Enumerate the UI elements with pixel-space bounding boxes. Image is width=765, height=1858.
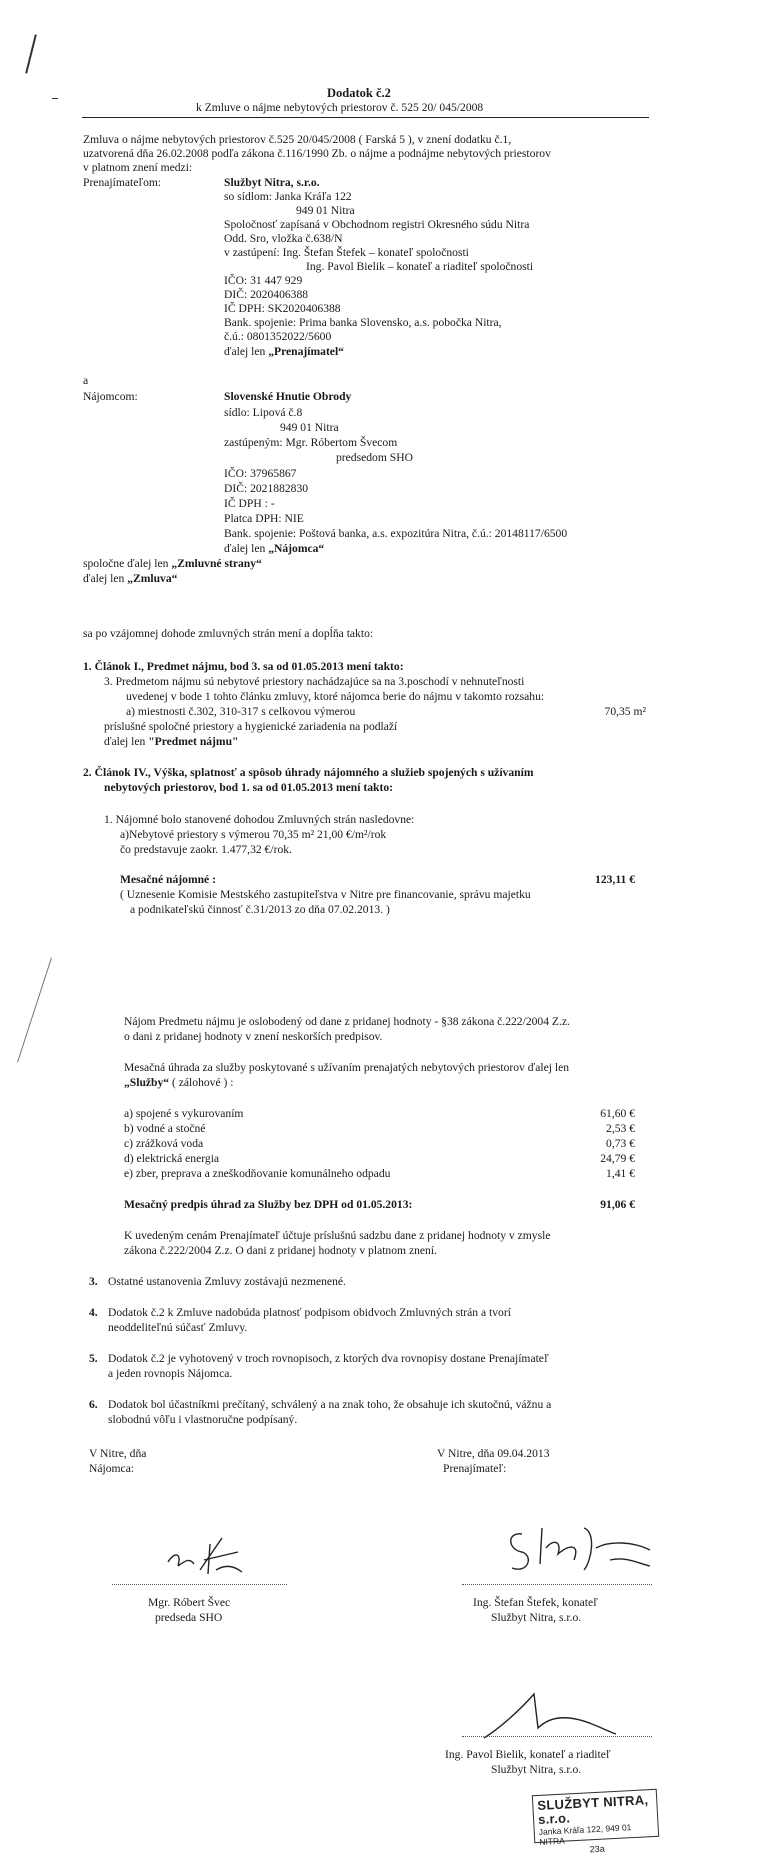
landlord-line: 949 01 Nitra [296,204,355,217]
services-vat-note: K uvedeným cenám Prenajímateľ účtuje príslušnú sadzbu dane z pridanej hodnoty v zmysle [124,1229,551,1242]
landlord-line: Spoločnosť zapísaná v Obchodnom registri Okresného súdu Nitra [224,218,530,231]
landlord-label: Prenajímateľom: [83,176,162,189]
landlord1-signatory-name: Ing. Štefan Štefek, konateľ [473,1596,598,1609]
tenant-alias [224,542,324,556]
tenant-name: Slovenské Hnutie Obrody [224,390,352,403]
article1-alias-value: "Predmet nájmu" [148,735,239,748]
tenant-signatory-name: Mgr. Róbert Švec [148,1596,231,1609]
margin-pen-mark [25,34,37,73]
landlord2-sign-line [462,1736,652,1737]
clause-text: Dodatok č.2 k Zmluve nadobúda platnosť podpisom obidvoch Zmluvných strán a tvorí [108,1306,511,1319]
tenant-line: sídlo: Lipová č.8 [224,406,303,419]
tenant-sign-place: V Nitre, dňa [89,1447,147,1460]
article1-line: 3. Predmetom nájmu sú nebytové priestory nachádzajúce sa na 3.poschodí v nehnuteľnosti [104,675,525,688]
monthly-rent-label: Mesačné nájomné : [120,873,216,886]
article1-area: 70,35 m² [604,705,646,718]
landlord2-signatory-name: Ing. Pavol Bielik, konateľ a riaditeľ [445,1748,611,1761]
clause-text: Dodatok č.2 je vyhotovený v troch rovnopisoch, z ktorých dva rovnopisy dostane Prenajímateľ [108,1352,549,1365]
tenant-label: Nájomcom: [83,390,138,403]
tenant-line: Bank. spojenie: Poštová banka, a.s. expozitúra Nitra, č.ú.: 20148117/6500 [224,527,568,540]
service-item-value: 61,60 € [600,1107,635,1120]
service-item-label: a) spojené s vykurovaním [124,1107,244,1120]
landlord-alias-prefix: ďalej len [224,345,269,358]
tenant-line: predsedom SHO [336,451,413,464]
margin-pen-mark-lower [17,958,52,1063]
landlord-sign-place: V Nitre, dňa 09.04.2013 [437,1447,550,1460]
contract-alias-value: „Zmluva“ [127,572,178,585]
document-title: Dodatok č.2 [327,86,391,100]
services-total-value: 91,06 € [600,1198,635,1211]
services-deposit: ( zálohové ) : [169,1076,234,1089]
service-item-label: e) zber, preprava a zneškodňovanie komunálneho odpadu [124,1167,391,1180]
clause-text: Ostatné ustanovenia Zmluvy zostávajú nezmenené. [108,1275,346,1288]
tenant-alias-value: „Nájomca“ [268,542,325,555]
resolution-note: ( Uznesenie Komisie Mestského zastupiteľstva v Nitre pre financovanie, správu majetku [120,888,531,901]
landlord-alias-value: „Prenajímatel“ [268,345,344,358]
landlord1-signature [500,1520,660,1580]
stamp-company: SLUŽBYT NITRA, s.r.o. [536,1792,649,1828]
article2-heading-cont: nebytových priestorov, bod 1. sa od 01.05.2013 mení takto: [104,781,393,794]
article1-alias [104,735,238,749]
landlord-line: Odd. Sro, vložka č.638/N [224,232,343,245]
services-intro-cont [124,1076,234,1090]
tenant-signatory-title: predseda SHO [155,1611,223,1624]
article1-heading: 1. Článok I., Predmet nájmu, bod 3. sa od 01.05.2013 mení takto: [83,660,404,673]
intro-line-1: Zmluva o nájme nebytových priestorov č.525 20/045/2008 ( Farská 5 ), v znení dodatku č.1, [83,133,512,146]
article1-line: príslušné spoločné priestory a hygienické zariadenia na podlaží [104,720,398,733]
clause-text-cont: a jeden rovnopis Nájomca. [108,1367,233,1380]
stamp-address: Janka Kráľa 122, 949 01 NITRA [538,1822,632,1848]
landlord-line: IČ DPH: SK2020406388 [224,302,341,315]
service-item-label: d) elektrická energia [124,1152,220,1165]
landlord-line: v zastúpení: Ing. Štefan Štefek – konateľ spoločnosti [224,246,469,259]
tenant-line: Platca DPH: NIE [224,512,304,525]
service-item-value: 2,53 € [606,1122,635,1135]
document-subtitle: k Zmluve o nájme nebytových priestorov č. 525 20/ 045/2008 [196,101,484,114]
header-rule [82,117,649,118]
landlord-line: č.ú.: 0801352022/5600 [224,330,332,343]
landlord-line: DIČ: 2020406388 [224,288,309,301]
services-alias: „Služby“ [124,1076,170,1089]
services-vat-note-cont: zákona č.222/2004 Z.z. O dani z pridanej hodnoty v platnom znení. [124,1244,437,1257]
tenant-sign-line [112,1584,287,1585]
vat-exemption: Nájom Predmetu nájmu je oslobodený od dane z pridanej hodnoty - §38 zákona č.222/2004 Z.z. [124,1015,570,1028]
margin-pen-mark-small [52,98,58,99]
landlord2-signatory-company: Službyt Nitra, s.r.o. [491,1763,582,1776]
tenant-line: DIČ: 2021882830 [224,482,309,495]
parties-alias-value: „Zmluvné strany“ [171,557,262,570]
stamp-number: 23a [589,1843,606,1855]
article2-heading: 2. Článok IV., Výška, splatnosť a spôsob úhrady nájomného a služieb spojených s užívaním [83,766,534,779]
tenant-line: 949 01 Nitra [280,421,339,434]
landlord-sign-role: Prenajímateľ: [443,1462,507,1475]
tenant-line: zastúpeným: Mgr. Róbertom Švecom [224,436,398,449]
contract-alias [83,572,177,586]
rent-line: a)Nebytové priestory s výmerou 70,35 m² 21,00 €/m²/rok [120,828,387,841]
article1-line: uvedenej v bode 1 tohto článku zmluvy, ktoré nájomca berie do nájmu v takomto rozsahu: [126,690,545,703]
intro-line-3: v platnom znení medzi: [83,161,193,174]
landlord1-signatory-company: Službyt Nitra, s.r.o. [491,1611,582,1624]
service-item-value: 1,41 € [606,1167,635,1180]
clause-number: 6. [89,1398,98,1411]
services-intro: Mesačná úhrada za služby poskytované s užívaním prenajatých nebytových priestorov ďalej len [124,1061,570,1074]
yearly-rent: čo predstavuje zaokr. 1.477,32 €/rok. [120,843,292,856]
tenant-line: IČ DPH : - [224,497,275,510]
landlord-line: Bank. spojenie: Prima banka Slovensko, a.s. pobočka Nitra, [224,316,502,329]
clause-text: Dodatok bol účastníkmi prečítaný, schválený a na znak toho, že obsahuje ich skutočnú, vážnu a [108,1398,552,1411]
landlord1-sign-line [462,1584,652,1585]
and-word: a [83,374,89,387]
service-item-label: c) zrážková voda [124,1137,204,1150]
landlord-alias [224,345,344,359]
article1-line: a) miestnosti č.302, 310-317 s celkovou výmerou [126,705,356,718]
clause-text-cont: slobodnú vôľu i vlastnoručne podpísaný. [108,1413,298,1426]
services-total-label: Mesačný predpis úhrad za Služby bez DPH od 01.05.2013: [124,1198,413,1211]
parties-alias-prefix: spoločne ďalej len [83,557,172,570]
vat-exemption-cont: o dani z pridanej hodnoty v znení neskorších predpisov. [124,1030,383,1043]
service-item-value: 24,79 € [600,1152,635,1165]
clause-number: 3. [89,1275,98,1288]
parties-alias [83,557,262,571]
tenant-line: IČO: 37965867 [224,467,297,480]
service-item-label: b) vodné a stočné [124,1122,206,1135]
clause-number: 4. [89,1306,98,1319]
clause-text-cont: neoddeliteľnú súčasť Zmluvy. [108,1321,248,1334]
landlord-line: Ing. Pavol Bielik – konateľ a riaditeľ spoločnosti [306,260,534,273]
article2-point: 1. Nájomné bolo stanovené dohodou Zmluvných strán nasledovne: [104,813,415,826]
tenant-alias-prefix: ďalej len [224,542,269,555]
company-stamp [532,1789,659,1855]
tenant-signature [160,1530,260,1580]
article1-alias-prefix: ďalej len [104,735,149,748]
agreement-line: sa po vzájomnej dohode zmluvných strán mení a dopĺňa takto: [83,627,374,640]
landlord-line: IČO: 31 447 929 [224,274,303,287]
tenant-sign-role: Nájomca: [89,1462,135,1475]
clause-number: 5. [89,1352,98,1365]
service-item-value: 0,73 € [606,1137,635,1150]
resolution-note-cont: a podnikateľskú činnosť č.31/2013 zo dňa 07.02.2013. ) [130,903,390,916]
landlord-line: so sídlom: Janka Kráľa 122 [224,190,352,203]
contract-alias-prefix: ďalej len [83,572,128,585]
landlord-name: Službyt Nitra, s.r.o. [224,176,320,189]
monthly-rent-value: 123,11 € [595,873,635,886]
intro-line-2: uzatvorená dňa 26.02.2008 podľa zákona č.116/1990 Zb. o nájme a podnájme nebytových priestorov [83,147,551,160]
